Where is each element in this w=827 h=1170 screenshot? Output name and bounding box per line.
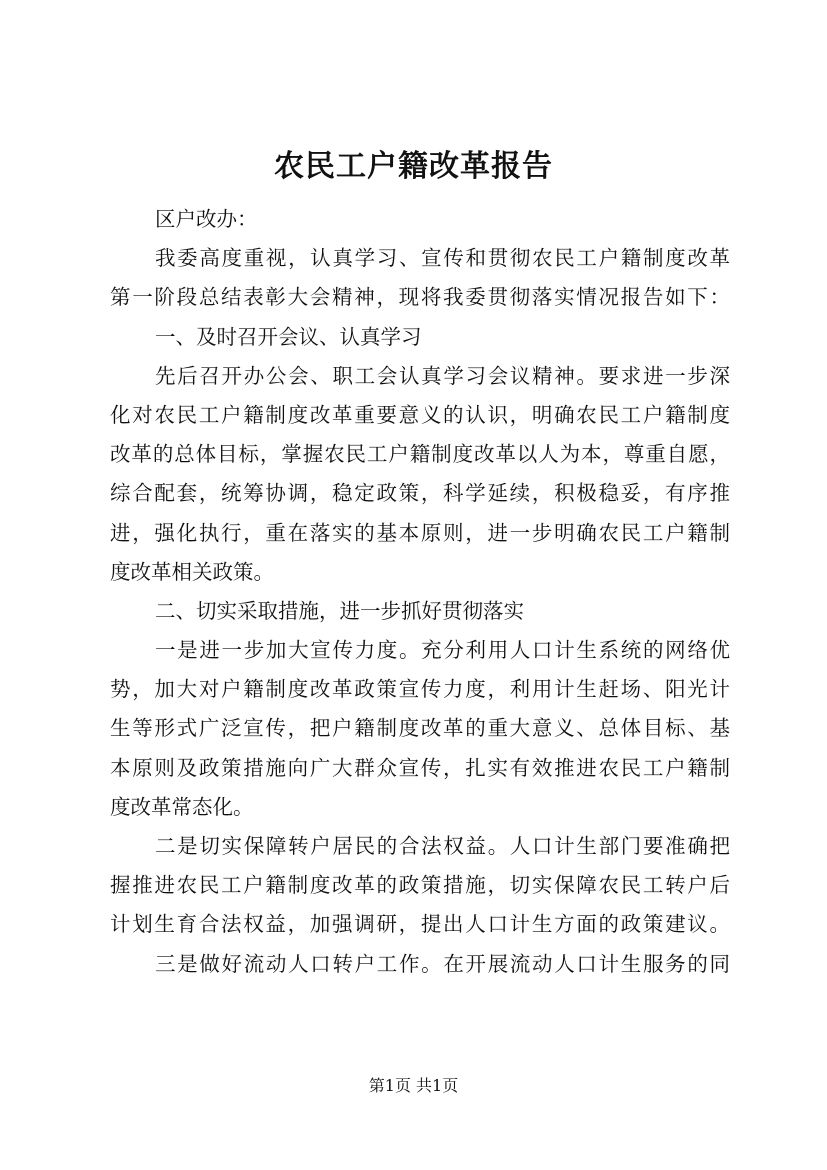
paragraph-line: 化对农民工户籍制度改革重要意义的认识，明确农民工户籍制度 xyxy=(110,402,730,427)
paragraph-line: 计划生育合法权益，加强调研，提出人口计生方面的政策建议。 xyxy=(110,912,730,937)
paragraph-line: 先后召开办公会、职工会认真学习会议精神。要求进一步深 xyxy=(155,363,730,388)
paragraph-line: 改革的总体目标，掌握农民工户籍制度改革以人为本，尊重自愿， xyxy=(110,442,730,467)
paragraph-line: 我委高度重视，认真学习、宣传和贯彻农民工户籍制度改革 xyxy=(155,246,730,271)
section-heading-2: 二、切实采取措施，进一步抓好贯彻落实 xyxy=(155,598,524,623)
paragraph-line: 本原则及政策措施向广大群众宣传，扎实有效推进农民工户籍制 xyxy=(110,755,730,780)
page-footer: 第1页 共1页 xyxy=(368,1076,459,1095)
paragraph-line: 三是做好流动人口转户工作。在开展流动人口计生服务的同 xyxy=(155,951,730,976)
paragraph-line: 度改革相关政策。 xyxy=(110,559,274,584)
paragraph-line: 生等形式广泛宣传，把户籍制度改革的重大意义、总体目标、基 xyxy=(110,716,730,741)
paragraph-line: 势，加大对户籍制度改革政策宣传力度，利用计生赶场、阳光计 xyxy=(110,677,730,702)
paragraph-line: 一是进一步加大宣传力度。充分利用人口计生系统的网络优 xyxy=(155,638,730,663)
paragraph-line: 综合配套，统筹协调，稳定政策，科学延续，积极稳妥，有序推 xyxy=(110,481,730,506)
paragraph-line: 二是切实保障转户居民的合法权益。人口计生部门要准确把 xyxy=(155,834,730,858)
section-heading-1: 一、及时召开会议、认真学习 xyxy=(155,324,422,349)
salutation-line: 区户改办： xyxy=(155,207,258,231)
paragraph-line: 握推进农民工户籍制度改革的政策措施，切实保障农民工转户后 xyxy=(110,873,730,898)
document-body xyxy=(110,200,730,984)
paragraph-line: 第一阶段总结表彰大会精神，现将我委贯彻落实情况报告如下： xyxy=(110,285,730,310)
paragraph-line: 度改革常态化。 xyxy=(110,794,254,819)
paragraph-line: 进，强化执行，重在落实的基本原则，进一步明确农民工户籍制 xyxy=(110,520,730,545)
document-title: 农民工户籍改革报告 xyxy=(274,149,553,184)
